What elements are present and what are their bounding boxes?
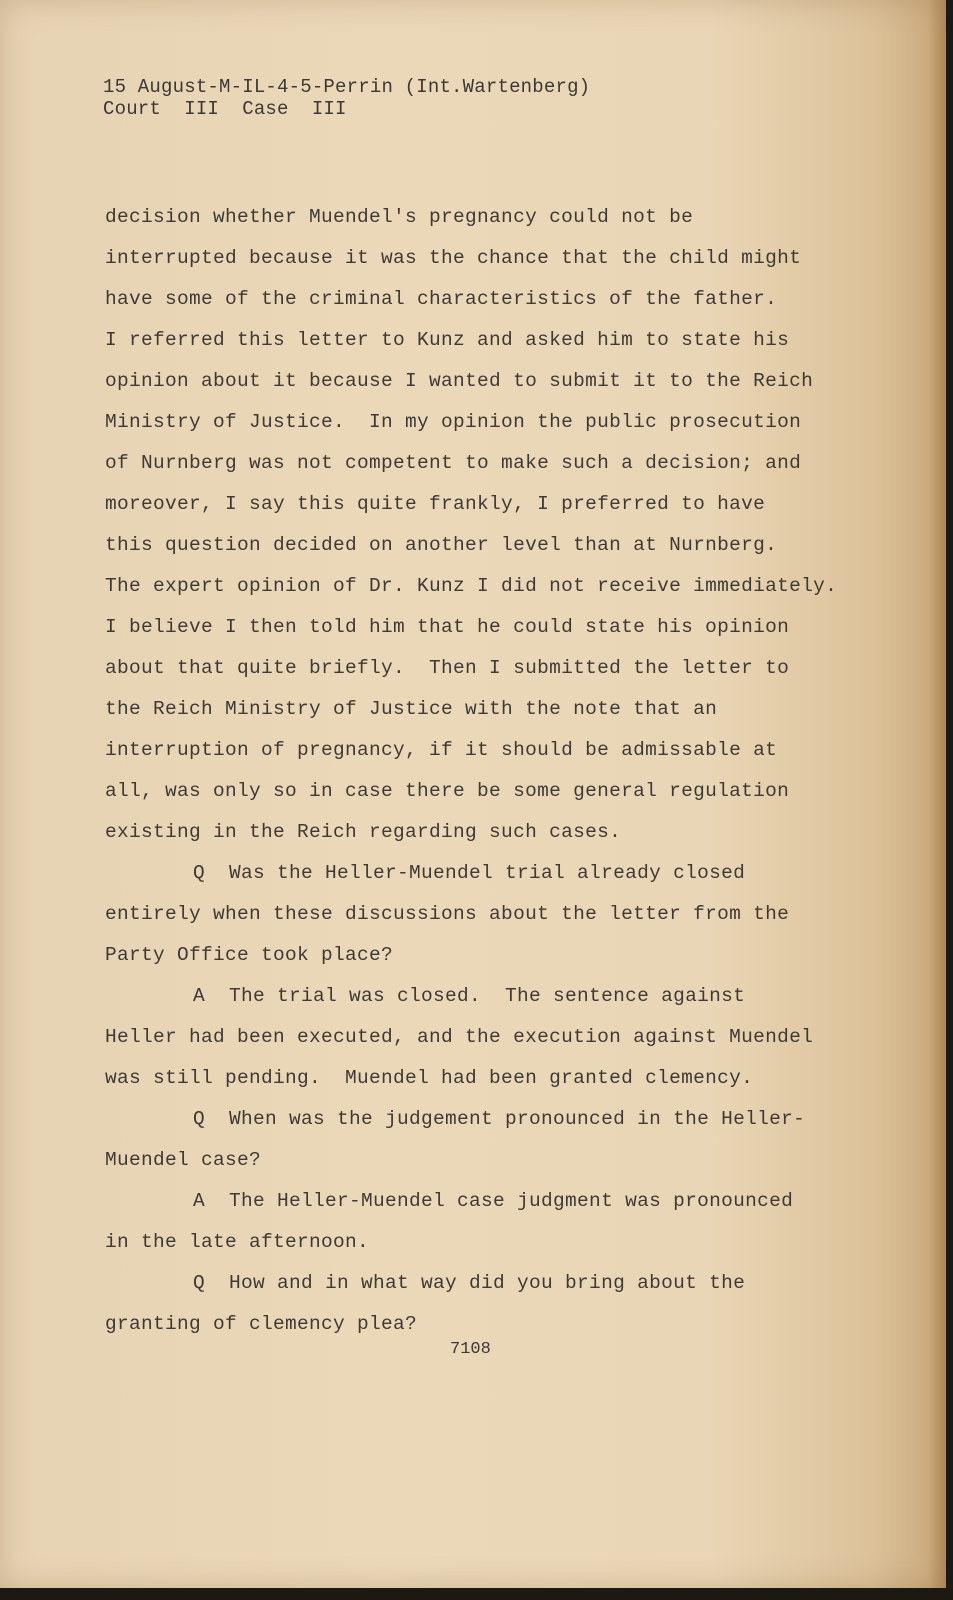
document-header <box>103 76 590 120</box>
text-line: Heller had been executed, and the execution against Muendel <box>105 1026 814 1048</box>
text-line: this question decided on another level than at Nurnberg. <box>105 534 778 556</box>
text-line: moreover, I say this quite frankly, I preferred to have <box>105 493 766 515</box>
text-line: Party Office took place? <box>105 944 394 966</box>
text-line: have some of the criminal characteristics of the father. <box>105 288 778 310</box>
text-line: I believe I then told him that he could state his opinion <box>105 616 790 638</box>
question-line: Q How and in what way did you bring about the <box>193 1272 746 1294</box>
text-line: all, was only so in case there be some general regulation <box>105 780 790 802</box>
question-line: Q When was the judgement pronounced in the Heller- <box>193 1108 806 1130</box>
text-line: existing in the Reich regarding such cases. <box>105 821 622 843</box>
text-line: Ministry of Justice. In my opinion the public prosecution <box>105 411 802 433</box>
header-line-2: Court III Case III <box>103 98 347 120</box>
question-line: Q Was the Heller-Muendel trial already closed <box>193 862 746 884</box>
answer-line: A The Heller-Muendel case judgment was pronounced <box>193 1190 794 1212</box>
text-line: of Nurnberg was not competent to make such a decision; and <box>105 452 802 474</box>
text-line: about that quite briefly. Then I submitted the letter to <box>105 657 790 679</box>
text-line: granting of clemency plea? <box>105 1313 418 1335</box>
text-line: The expert opinion of Dr. Kunz I did not receive immediately. <box>105 575 838 597</box>
text-line: the Reich Ministry of Justice with the note that an <box>105 698 718 720</box>
text-line: was still pending. Muendel had been granted clemency. <box>105 1067 754 1089</box>
text-line: interruption of pregnancy, if it should be admissable at <box>105 739 778 761</box>
text-line: decision whether Muendel's pregnancy could not be <box>105 206 694 228</box>
text-line: interrupted because it was the chance that the child might <box>105 247 802 269</box>
text-line: opinion about it because I wanted to submit it to the Reich <box>105 370 814 392</box>
text-line: I referred this letter to Kunz and asked him to state his <box>105 329 790 351</box>
answer-line: A The trial was closed. The sentence against <box>193 985 746 1007</box>
page-number: 7108 <box>450 1340 491 1359</box>
transcript-body <box>105 197 865 1345</box>
text-line: entirely when these discussions about the letter from the <box>105 903 790 925</box>
text-line: Muendel case? <box>105 1149 262 1171</box>
text-line: in the late afternoon. <box>105 1231 370 1253</box>
page-edge-shadow <box>928 0 946 1588</box>
header-line-1: 15 August-M-IL-4-5-Perrin (Int.Wartenberg) <box>103 76 591 98</box>
